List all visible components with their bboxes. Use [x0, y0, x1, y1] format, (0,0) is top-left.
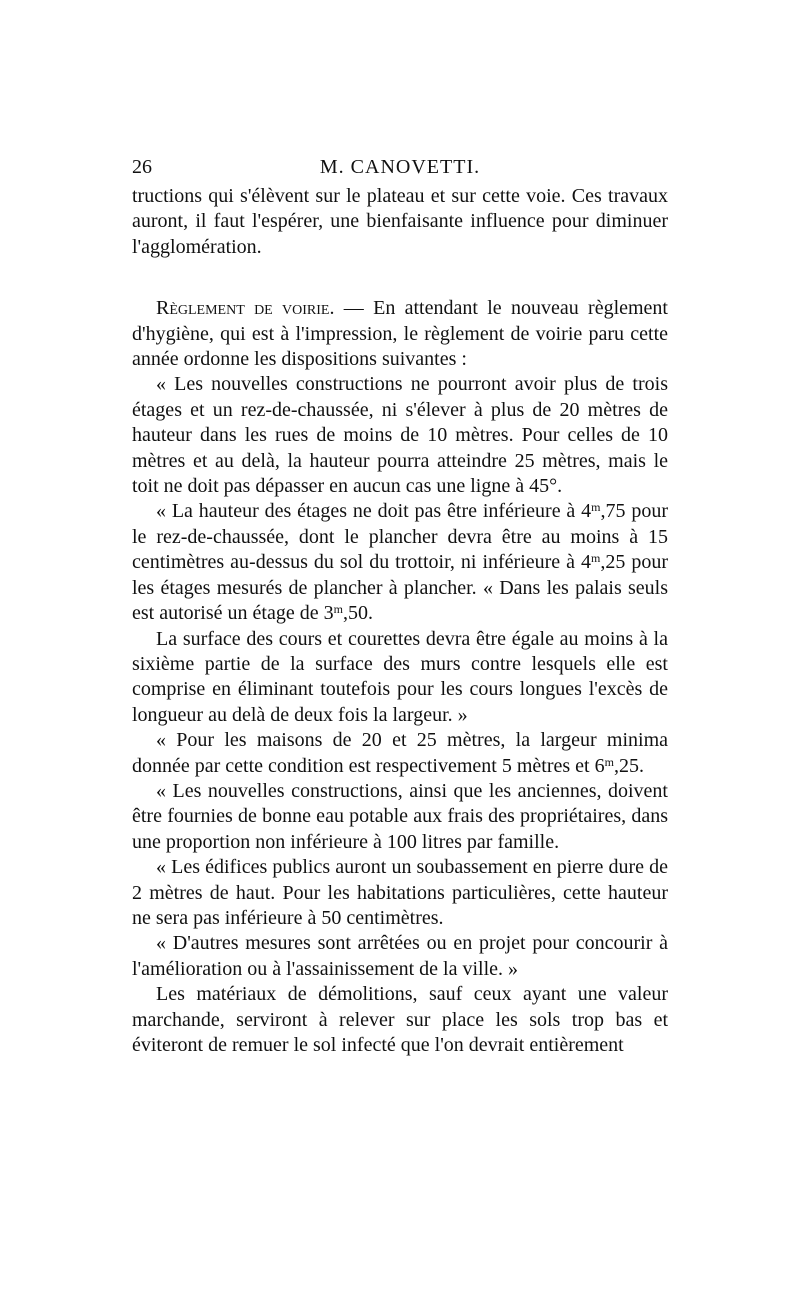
- paragraph-8: « Les édifices publics auront un soubassement en pierre dure de 2 mètres de haut. Pour les habitations particulières, cette hauteur ne sera pas inférieure à 50 centimètres.: [132, 856, 668, 929]
- paragraph-6-part-b: ,25.: [613, 754, 644, 777]
- page-header: [132, 156, 668, 186]
- section-heading: Règlement de voirie.: [156, 297, 335, 320]
- paragraph-10: Les matériaux de démolitions, sauf ceux ayant une valeur marchande, serviront à relever sur place les sols trop bas et éviteront de remuer le sol infecté que l'on devrait entièrement: [132, 983, 668, 1056]
- paragraph-4: [132, 499, 668, 626]
- unit-superscript: m: [333, 602, 343, 617]
- unit-superscript: m: [591, 500, 601, 515]
- paragraph-4-part-c: ,25 pour les étages mesurés de plancher à plancher. « Dans les palais seuls est autorisé un étage de 3: [132, 551, 668, 625]
- paragraph-9: « D'autres mesures sont arrêtées ou en projet pour concourir à l'amélioration ou à l'assainissement de la ville. »: [132, 932, 668, 980]
- paragraph-4-part-a: « La hauteur des étages ne doit pas être inférieure à 4: [156, 500, 592, 523]
- page-body: [132, 184, 668, 1058]
- paragraph-2: [132, 296, 668, 372]
- paragraph-3: « Les nouvelles constructions ne pourront avoir plus de trois étages et un rez-de-chaussée, ni s'élever à plus de 20 mètres de hauteur dans les rues de moins de 10 mètres. Pour celles de 10 mètres et au delà, la hauteur pourra atteindre 25 mètres, mais le toit ne doit pas dépasser en aucun cas une ligne à 45°.: [132, 373, 668, 498]
- paragraph-4-part-b: ,75 pour le rez-de-chaussée, dont le plancher devra être au moins à 15 centimètres au-dessus du sol du trottoir, ni inférieure à 4: [132, 500, 668, 574]
- running-title: M. CANOVETTI.: [319, 156, 481, 178]
- paragraph-6-part-a: « Pour les maisons de 20 et 25 mètres, la largeur minima donnée par cette condition est respectivement 5 mètres et 6: [132, 729, 668, 777]
- paragraph-2-text: — En attendant le nouveau règlement d'hygiène, qui est à l'impression, le règlement de voirie paru cette année ordonne les dispositions suivantes :: [132, 297, 668, 371]
- paragraph-7: « Les nouvelles constructions, ainsi que les anciennes, doivent être fournies de bonne eau potable aux frais des propriétaires, dans une proportion non inférieure à 100 litres par famille.: [132, 779, 668, 853]
- paragraph-4-part-d: ,50.: [342, 602, 373, 625]
- paragraph-1: tructions qui s'élèvent sur le plateau et sur cette voie. Ces travaux auront, il faut l'espérer, une bienfaisante influence pour diminuer l'agglomération.: [132, 185, 668, 258]
- section-gap: [132, 260, 668, 296]
- unit-superscript: m: [591, 551, 601, 566]
- paragraph-6: [132, 728, 668, 779]
- unit-superscript: m: [604, 754, 614, 769]
- paragraph-5: La surface des cours et courettes devra être égale au moins à la sixième partie de la surface des murs contre lesquels elle est comprise en éliminant toutefois pour les cours longues l'excès de longueur au delà de deux fois la largeur. »: [132, 627, 668, 726]
- page-number: 26: [132, 156, 152, 178]
